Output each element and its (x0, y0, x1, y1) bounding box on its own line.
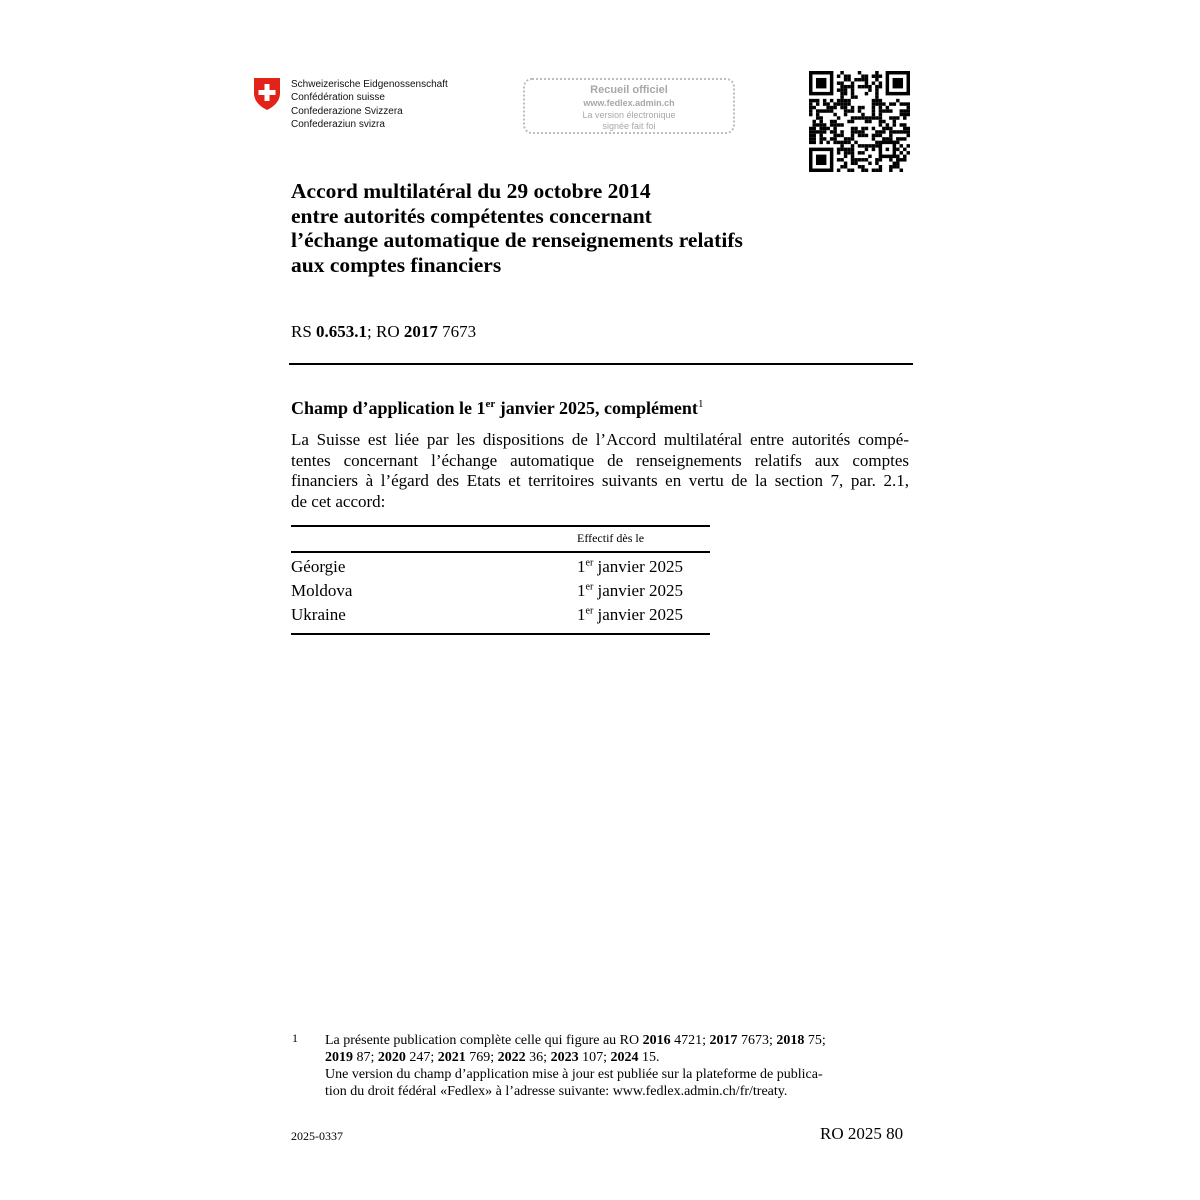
table-header-rule (291, 551, 710, 553)
ro-page: 7673 (437, 322, 477, 341)
federation-name-it: Confederazione Svizzera (291, 105, 403, 117)
effective-date: 1er janvier 2025 (577, 605, 683, 624)
federation-name-fr: Confédération suisse (291, 92, 385, 104)
stamp-title: Recueil officiel (590, 84, 668, 96)
table-top-rule (291, 525, 710, 527)
ro-citation: RO 2025 80 (820, 1124, 904, 1143)
swiss-crest-icon (252, 77, 282, 111)
state-name: Géorgie (291, 557, 346, 576)
table-row (291, 605, 710, 629)
title-line: entre autorités compétentes concernant (291, 203, 652, 228)
title-line: l’échange automatique de renseignements relatifs (291, 228, 743, 252)
footnote-number: 1 (292, 1031, 298, 1045)
column-header-effective: Effectif dès le (577, 531, 645, 545)
state-name: Moldova (291, 581, 353, 600)
divider (289, 363, 913, 365)
heading-superscript: er (485, 398, 496, 410)
stamp-note-2: signée fait foi (602, 121, 656, 131)
paragraph-line: financiers à l’égard des Etats et territoires suivants en vertu de la section 7, par. 2.1, (291, 471, 909, 490)
document-number: 2025-0337 (291, 1129, 343, 1143)
footnote-ref[interactable]: 1 (697, 398, 704, 410)
rs-number: 0.653.1 (316, 322, 368, 341)
title-line: aux comptes financiers (291, 252, 502, 277)
rs-label: RS (291, 322, 317, 341)
heading-text: Champ d’application le 1 (291, 398, 486, 418)
federation-name-de: Schweizerische Eidgenossenschaft (291, 79, 448, 90)
effective-date: 1er janvier 2025 (577, 581, 683, 600)
document-title (291, 179, 851, 277)
table-row (291, 557, 710, 581)
effective-date: 1er janvier 2025 (577, 557, 683, 576)
paragraph-line: tentes concernant l’échange automatique de renseignements relatifs aux comptes (291, 450, 909, 470)
qr-code-icon (809, 71, 910, 172)
section-heading (291, 398, 703, 419)
table-row (291, 581, 710, 605)
footnote-line-3: Une version du champ d’application mise à jour est publiée sur la plateforme de publica- (325, 1067, 823, 1082)
footnote-line-1: La présente publication complète celle qui figure au RO 2016 4721; 2017 7673; 2018 75; (325, 1033, 826, 1048)
ro-year: 2017 (403, 322, 438, 341)
ro-separator: ; RO (367, 322, 404, 341)
reference-line (291, 322, 476, 342)
footnote-line-2: 2019 87; 2020 247; 2021 769; 2022 36; 2023 107; 2024 15. (325, 1050, 660, 1065)
federation-name-rm: Confederaziun svizra (291, 119, 385, 131)
stamp-url: www.fedlex.admin.ch (583, 98, 675, 108)
footnote-line-4: tion du droit fédéral «Fedlex» à l’adresse suivante: www.fedlex.admin.ch/fr/treaty. (325, 1084, 788, 1099)
state-name: Ukraine (291, 605, 346, 624)
federation-names (291, 78, 448, 132)
paragraph-line: de cet accord: (291, 491, 386, 511)
stamp-note-1: La version électronique (582, 110, 676, 120)
paragraph-line: La Suisse est liée par les dispositions de l’Accord multilatéral entre autorités compé- (291, 430, 909, 449)
footnote-text (325, 1032, 910, 1100)
heading-text-end: janvier 2025, complément (495, 398, 698, 418)
title-line: Accord multilatéral du 29 octobre 2014 (291, 179, 651, 203)
table-bottom-rule (291, 633, 710, 635)
official-collection-stamp (523, 78, 735, 134)
section-paragraph (291, 430, 909, 512)
